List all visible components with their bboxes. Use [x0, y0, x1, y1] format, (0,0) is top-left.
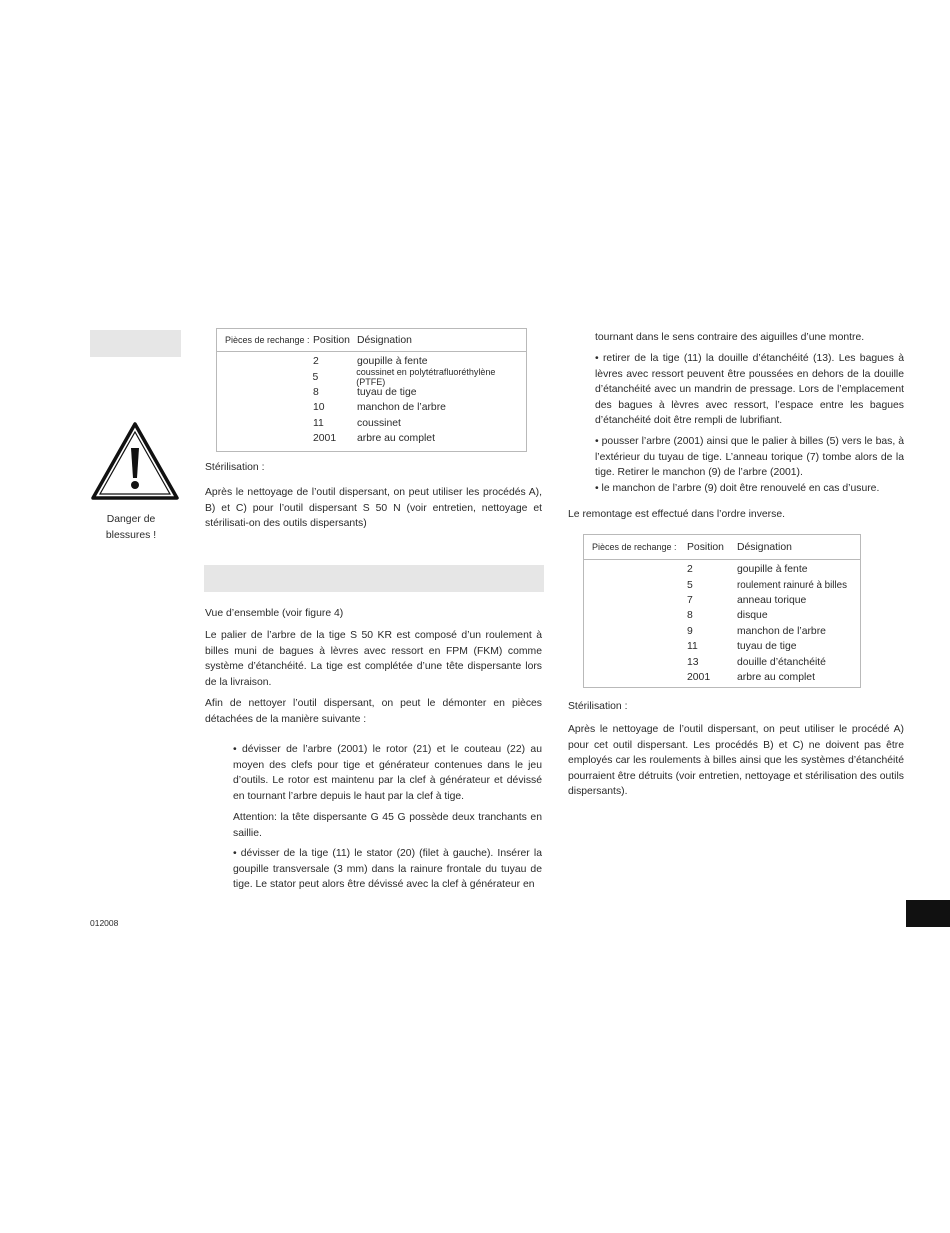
reassembly-note: Le remontage est effectué dans l’ordre inverse.: [568, 509, 785, 520]
table-row: [217, 416, 526, 431]
continuation-text: tournant dans le sens contraire des aiguilles d’une montre.: [595, 332, 865, 343]
warning-triangle-icon: [90, 421, 180, 501]
parts-table-1-header-designation: Désignation: [357, 334, 412, 346]
disassembly-intro: Afin de nettoyer l’outil dispersant, on peut le démonter en pièces détachées de la manière suivante :: [205, 698, 542, 725]
position-cell: 2001: [687, 671, 711, 683]
parts-table-2-header: [584, 535, 860, 560]
table-row: [584, 624, 860, 639]
designation-cell: manchon de l’arbre: [737, 625, 826, 637]
parts-table-2-header-position: Position: [687, 541, 724, 553]
designation-cell: coussinet: [357, 417, 401, 429]
parts-table-2-body: [584, 560, 860, 685]
position-cell: 2: [313, 356, 319, 368]
position-cell: 2001: [313, 433, 337, 445]
position-cell: 5: [312, 371, 319, 383]
position-cell: 2: [687, 564, 693, 576]
designation-cell: tuyau de tige: [737, 641, 797, 653]
table-row: [584, 639, 860, 654]
table-row: [217, 431, 526, 446]
table-row: [217, 400, 526, 415]
parts-table-1-header-position: Position: [313, 334, 350, 346]
sterilisation-text-2: Après le nettoyage de l’outil dispersant, on peut utiliser le procédé A) pour cet outil dispersant. Les procédés B) et C) ne doivent pas être employés car les roulements à billes ainsi que les systèmes d’étanchéité pourraient être détruits (voir entretien, nettoyage et stérilisation des outils dispersants).: [568, 724, 904, 798]
designation-cell: coussinet en polytétrafluoréthylène (PTFE): [356, 367, 496, 388]
parts-table-1-body: [217, 352, 526, 446]
footer-code: 012008: [90, 918, 119, 928]
parts-table-2: [583, 534, 861, 688]
attention-note: Attention: la tête dispersante G 45 G possède deux tranchants en saillie.: [233, 812, 542, 839]
designation-cell: arbre au complet: [737, 671, 815, 683]
table-row: [584, 577, 860, 592]
table-row: [584, 654, 860, 669]
position-cell: 11: [687, 641, 698, 653]
position-cell: 8: [687, 610, 693, 622]
table-row: [217, 367, 526, 388]
designation-cell: tuyau de tige: [357, 386, 417, 398]
parts-table-1-header: [217, 329, 526, 352]
designation-cell: manchon de l’arbre: [357, 402, 446, 414]
warning-label-line2: blessures !: [105, 529, 157, 541]
position-cell: 11: [313, 417, 324, 429]
table-row: [584, 562, 860, 577]
designation-cell: arbre au complet: [357, 433, 435, 445]
sterilisation-heading-1: Stérilisation :: [205, 462, 265, 473]
section-header-bar: [204, 565, 544, 592]
parts-table-2-header-designation: Désignation: [737, 541, 792, 553]
designation-cell: goupille à fente: [737, 564, 808, 576]
designation-cell: douille d’étanchéité: [737, 656, 826, 668]
parts-table-1-header-label: Pièces de rechange :: [225, 335, 310, 345]
warning-label-line1: Danger de: [106, 514, 156, 525]
bullet-unscrew-stator: • dévisser de la tige (11) le stator (20) (filet à gauche). Insérer la goupille transversale (3 mm) dans la rainure frontale du tuyau de tige. Le stator peut alors être dévissé avec la clef à générateur en: [233, 848, 542, 891]
warning-label: [85, 512, 177, 543]
bullet-sleeve-wear: • le manchon de l’arbre (9) doit être renouvelé en cas d’usure.: [595, 483, 880, 494]
position-cell: 8: [313, 386, 319, 398]
table-row: [584, 670, 860, 685]
page-edge-tab: [906, 900, 950, 927]
position-cell: 13: [687, 656, 699, 668]
left-gray-tab: [90, 330, 181, 357]
bullet-push-shaft: • pousser l’arbre (2001) ainsi que le palier à billes (5) vers le bas, à l’extérieur du tuyau de tige. L’anneau torique (7) tombe alors de la tige. Retirer le manchon (9) de l’arbre (2001).: [595, 436, 904, 479]
designation-cell: anneau torique: [737, 594, 807, 606]
overview-text: Le palier de l’arbre de la tige S 50 KR est composé d’un roulement à billes muni de bagues à lèvres avec ressort en FPM (FKM) comme système d’étanchéité. La tige est complétée d’une tête dispersante lors de la livraison.: [205, 630, 542, 688]
designation-cell: disque: [737, 610, 768, 622]
table-row: [584, 608, 860, 623]
bullet-remove-seal: • retirer de la tige (11) la douille d’étanchéité (13). Les bagues à lèvres avec ressort peuvent être poussées en dehors de la douille d’étanchéité avec un mandrin de pressage. Lors de l’emplacement des bagues à lèvres avec ressort, l’espace entre les bagues d’étanchéité doit être rempli de lubrifiant.: [595, 353, 904, 427]
overview-heading: Vue d’ensemble (voir figure 4): [205, 608, 344, 619]
position-cell: 5: [687, 579, 693, 591]
table-row: [584, 593, 860, 608]
bullet-unscrew-rotor: • dévisser de l’arbre (2001) le rotor (21) et le couteau (22) au moyen des clefs pour tige et générateur contenues dans le jeu d’outils. Le rotor est maintenu par la clef à générateur et dévissé en tournant l’arbre depuis le haut par la clef à tige.: [233, 744, 542, 802]
sterilisation-heading-2: Stérilisation :: [568, 701, 628, 712]
position-cell: 9: [687, 625, 693, 637]
sterilisation-text-1: Après le nettoyage de l’outil dispersant, on peut utiliser les procédés A), B) et C) pour l’outil dispersant S 50 N (voir entretien, nettoyage et stérilisati-on des outils dispersants): [205, 487, 542, 530]
designation-cell: goupille à fente: [357, 356, 428, 368]
designation-cell: roulement rainuré à billes: [737, 579, 847, 591]
parts-table-2-header-label: Pièces de rechange :: [592, 542, 677, 552]
parts-table-1: [216, 328, 527, 452]
position-cell: 7: [687, 594, 693, 606]
position-cell: 10: [313, 402, 325, 414]
